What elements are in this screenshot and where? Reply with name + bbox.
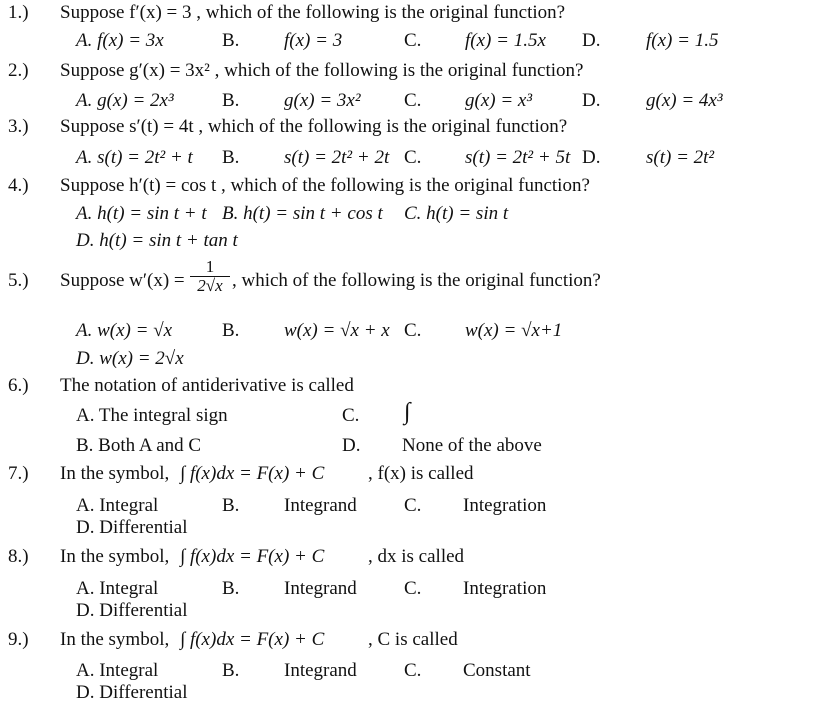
q4-question: Suppose h′(t) = cos t , which of the following is the original function?: [60, 175, 590, 196]
q8-option-c-label: C.: [404, 578, 422, 599]
q5-option-d: D. w(x) = 2√x: [76, 348, 184, 369]
q9-question-start: In the symbol,: [60, 629, 170, 650]
q1-option-d: f(x) = 1.5: [646, 30, 719, 51]
q7-option-b: Integrand: [284, 495, 357, 516]
q3-option-c: s(t) = 2t² + 5t: [465, 147, 571, 168]
q9-option-b-label: B.: [222, 660, 240, 681]
q7-option-a: A. Integral: [76, 495, 159, 516]
q9-option-c: Constant: [463, 660, 531, 681]
q5-option-c-label: C.: [404, 320, 422, 341]
q5-option-a: A. w(x) = √x: [76, 320, 173, 341]
q2-number: 2.): [8, 60, 29, 81]
q2-option-d: g(x) = 4x³: [646, 90, 723, 111]
q5-option-c: w(x) = √x+1: [465, 320, 563, 341]
q6-option-c-label: C.: [342, 405, 360, 426]
q7-option-c: Integration: [463, 495, 547, 516]
q3-option-b: s(t) = 2t² + 2t: [284, 147, 390, 168]
q6-option-d-label: D.: [342, 435, 361, 456]
q9-option-c-label: C.: [404, 660, 422, 681]
q9-formula: ∫ f(x)dx = F(x) + C: [180, 629, 325, 650]
q6-option-a: A. The integral sign: [76, 405, 228, 426]
q6-option-b: B. Both A and C: [76, 435, 202, 456]
q4-number: 4.): [8, 175, 29, 196]
q2-option-c: g(x) = x³: [465, 90, 533, 111]
q7-option-d: D. Differential: [76, 517, 188, 538]
q1-option-b-label: B.: [222, 30, 240, 51]
q3-option-c-label: C.: [404, 147, 422, 168]
q1-option-b: f(x) = 3: [284, 30, 343, 51]
q7-option-b-label: B.: [222, 495, 240, 516]
q1-option-d-label: D.: [582, 30, 601, 51]
q2-option-b-label: B.: [222, 90, 240, 111]
q4-option-a: A. h(t) = sin t + t: [76, 203, 207, 224]
q5-fraction-numerator: 1: [205, 257, 215, 276]
q1-option-c: f(x) = 1.5x: [465, 30, 546, 51]
q1-question: Suppose f′(x) = 3 , which of the following is the original function?: [60, 2, 566, 23]
q6-option-d: None of the above: [402, 435, 542, 456]
q9-option-d: D. Differential: [76, 682, 188, 703]
q2-option-d-label: D.: [582, 90, 601, 111]
q4-option-c: C. h(t) = sin t: [404, 203, 509, 224]
q1-option-c-label: C.: [404, 30, 422, 51]
q2-option-b: g(x) = 3x²: [284, 90, 361, 111]
q7-number: 7.): [8, 463, 29, 484]
q5-fraction: [190, 258, 230, 295]
q3-number: 3.): [8, 116, 29, 137]
q6-option-c-integral-sign: ∫: [404, 399, 411, 425]
q8-formula: ∫ f(x)dx = F(x) + C: [180, 546, 325, 567]
q2-option-a: A. g(x) = 2x³: [76, 90, 174, 111]
q4-option-b: B. h(t) = sin t + cos t: [222, 203, 383, 224]
q7-formula: ∫ f(x)dx = F(x) + C: [180, 463, 325, 484]
q8-option-b: Integrand: [284, 578, 357, 599]
q7-question-start: In the symbol,: [60, 463, 170, 484]
q1-number: 1.): [8, 2, 29, 23]
q9-question-end: , C is called: [368, 629, 458, 650]
q8-option-d: D. Differential: [76, 600, 188, 621]
q3-option-d: s(t) = 2t²: [646, 147, 715, 168]
q5-question-end: , which of the following is the original function?: [232, 270, 601, 291]
q5-number: 5.): [8, 270, 29, 291]
q5-question-start: Suppose w′(x) =: [60, 270, 185, 291]
q6-number: 6.): [8, 375, 29, 396]
q3-question: Suppose s′(t) = 4t , which of the following is the original function?: [60, 116, 568, 137]
q7-option-c-label: C.: [404, 495, 422, 516]
q7-question-end: , f(x) is called: [368, 463, 474, 484]
q9-number: 9.): [8, 629, 29, 650]
q8-option-a: A. Integral: [76, 578, 159, 599]
q2-question: Suppose g′(x) = 3x² , which of the following is the original function?: [60, 60, 584, 81]
q8-number: 8.): [8, 546, 29, 567]
q3-option-d-label: D.: [582, 147, 601, 168]
q5-fraction-denominator: 2√x: [190, 276, 230, 295]
q8-question-start: In the symbol,: [60, 546, 170, 567]
q3-option-b-label: B.: [222, 147, 240, 168]
q6-question: The notation of antiderivative is called: [60, 375, 354, 396]
q8-option-c: Integration: [463, 578, 547, 599]
q3-option-a: A. s(t) = 2t² + t: [76, 147, 193, 168]
q1-option-a: A. f(x) = 3x: [76, 30, 164, 51]
q8-option-b-label: B.: [222, 578, 240, 599]
q2-option-c-label: C.: [404, 90, 422, 111]
q5-option-b-label: B.: [222, 320, 240, 341]
q8-question-end: , dx is called: [368, 546, 465, 567]
q9-option-a: A. Integral: [76, 660, 159, 681]
q4-option-d: D. h(t) = sin t + tan t: [76, 230, 238, 251]
q5-option-b: w(x) = √x + x: [284, 320, 390, 341]
q9-option-b: Integrand: [284, 660, 357, 681]
